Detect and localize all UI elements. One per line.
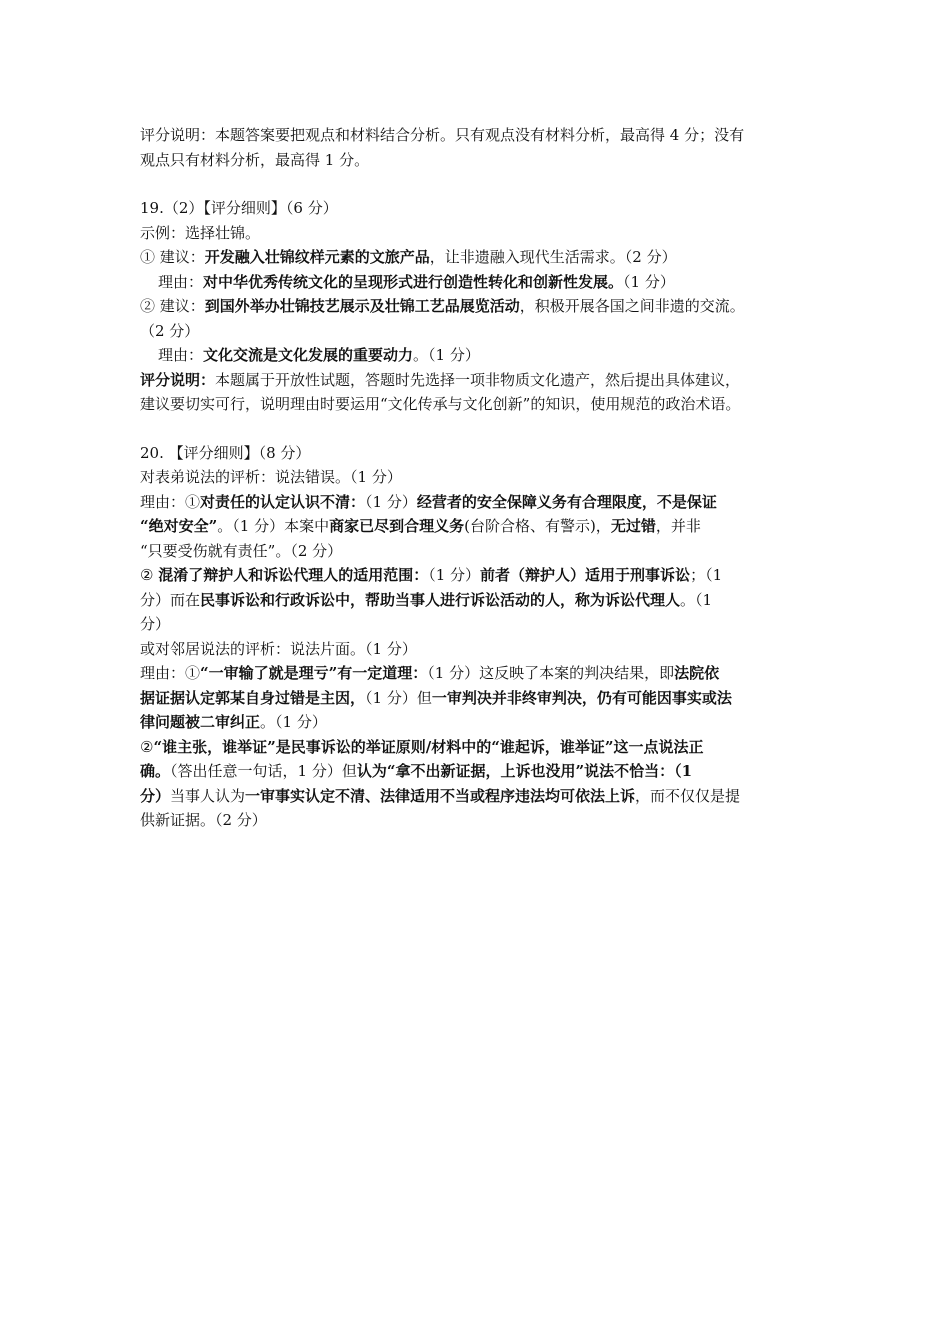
reason-score: （1 分）: [365, 492, 417, 511]
reason-key-point: 文化交流是文化发展的重要动力: [203, 346, 414, 364]
reason-key-point: 一审事实认定不清、法律适用不当或程序违法均可依法上诉: [245, 786, 636, 805]
spacer: [140, 417, 830, 441]
reason-key-point: 民事诉讼和行政诉讼中，帮助当事人进行诉讼活动的人，称为诉讼代理人: [200, 590, 681, 609]
reason-text: ，并非: [655, 517, 701, 535]
suggestion-prefix: ② 建议：: [140, 297, 205, 315]
reason-text: 当事人认为: [170, 786, 246, 805]
q20-neighbor-verdict: 或对邻居说法的评析：说法片面。（1 分）: [140, 639, 417, 658]
q18-scoring-note: [140, 123, 830, 172]
reason-key-point: 前者（辩护人）适用于刑事诉讼: [480, 566, 691, 584]
reason-key-point: “绝对安全”: [140, 517, 218, 535]
suggestion-key-point: 开发融入壮锦纹样元素的文旅产品: [204, 248, 430, 266]
note-line-1: 本题属于开放性试题，答题时先选择一项非物质文化遗产，然后提出具体建议，: [215, 370, 741, 389]
reason-text: (台阶合格、有警示)，: [464, 517, 611, 535]
reason-text: 分）而在: [140, 590, 201, 609]
reason-text: 理由：①: [140, 492, 201, 511]
q20-reason-4: [140, 735, 830, 833]
reason-key-point: 法院依: [674, 664, 720, 682]
suggestion-prefix: ① 建议：: [140, 248, 205, 266]
reason-text: “只要受伤就有责任”。（2 分）: [140, 541, 343, 560]
reason-text: 理由：①: [140, 664, 201, 682]
reason-key-point: 确。: [140, 762, 171, 780]
suggestion-key-point: 到国外举办壮锦技艺展示及壮锦工艺品展览活动: [204, 297, 520, 315]
q19-header: 19.（2）【评分细则】（6 分）: [140, 199, 338, 217]
q19-suggestion-1: [140, 245, 830, 270]
q18-note-line-1: 评分说明：本题答案要把观点和材料结合分析。只有观点没有材料分析，最高得 4 分；没有: [140, 126, 745, 144]
reason-score: 。（1 分）: [260, 713, 327, 731]
reason-prefix: 理由：: [158, 346, 204, 364]
reason-key-point: 一审判决并非终审判决，仍有可能因事实或法: [431, 688, 732, 707]
reason-text: ②: [140, 737, 154, 756]
reason-text: 分）: [140, 615, 171, 633]
reason-score: 。（1: [680, 590, 713, 609]
reason-score: 。（1 分）: [413, 346, 480, 364]
q19-reason-1: [140, 270, 830, 295]
suggestion-rest: ，积极开展各国之间非遗的交流。: [519, 297, 745, 315]
reason-key-point: 律问题被二审纠正: [140, 713, 261, 731]
reason-key-point: 对中华优秀传统文化的呈现形式进行创造性转化和创新性发展。: [203, 272, 624, 291]
document-page: [140, 123, 830, 833]
reason-score: 分）: [140, 786, 171, 805]
reason-score: （1 分）: [428, 566, 481, 584]
reason-key-point: 无过错: [610, 517, 656, 535]
q20-cousin-verdict: 对表弟说法的评析：说法错误。（1 分）: [140, 468, 402, 486]
note-line-2: 建议要切实可行，说明理由时要运用“文化传承与文化创新”的知识，使用规范的政治术语。: [140, 395, 741, 413]
reason-key-point: 经营者的安全保障义务有合理限度，不是保证: [416, 492, 717, 511]
reason-key-point: 认为“拿不出新证据，上诉也没用”说法不恰当：（1: [356, 762, 693, 780]
reason-text: ，而不仅仅是提: [635, 786, 741, 805]
q20-reason-2: [140, 563, 830, 637]
q18-note-line-2: 观点只有材料分析，最高得 1 分。: [140, 150, 370, 169]
q19-example: 示例：选择壮锦。: [140, 223, 261, 242]
q20-header: 20. 【评分细则】（8 分）: [140, 443, 311, 462]
reason-text: （1 分）但: [365, 688, 432, 707]
reason-score: ；（1: [690, 566, 723, 584]
q20-reason-1: [140, 490, 830, 564]
reason-key-point: 对责任的认定认识不清：: [200, 492, 366, 511]
q19-suggestion-2: [140, 294, 830, 343]
q20-reason-3: [140, 661, 830, 735]
reason-key-point: 商家已尽到合理义务: [329, 517, 465, 535]
reason-text: （答出任意一句话，1 分）但: [170, 762, 357, 780]
reason-key-point: “谁主张，谁举证”是民事诉讼的举证原则/材料中的“谁起诉，谁举证”这一点说法正: [153, 737, 704, 756]
reason-prefix: 理由：: [158, 272, 204, 291]
suggestion-rest: ，让非遗融入现代生活需求。（2 分）: [429, 248, 677, 266]
note-label: 评分说明：: [140, 370, 216, 389]
reason-score: （1 分）: [623, 272, 675, 291]
reason-text: 供新证据。（2 分）: [140, 811, 267, 829]
reason-key-point: “一审输了就是理亏”有一定道理：: [200, 664, 428, 682]
reason-key-point: 据证据认定郭某自身过错是主因，: [140, 688, 366, 707]
suggestion-score: （2 分）: [140, 321, 200, 340]
reason-text: 。（1 分）本案中: [217, 517, 330, 535]
q19-scoring-note: [140, 368, 830, 417]
spacer: [140, 172, 830, 196]
reason-text: ②: [140, 566, 159, 584]
reason-text: （1 分）这反映了本案的判决结果，即: [427, 664, 675, 682]
reason-key-point: 混淆了辩护人和诉讼代理人的适用范围：: [158, 566, 429, 584]
q19-reason-2: [140, 343, 830, 368]
